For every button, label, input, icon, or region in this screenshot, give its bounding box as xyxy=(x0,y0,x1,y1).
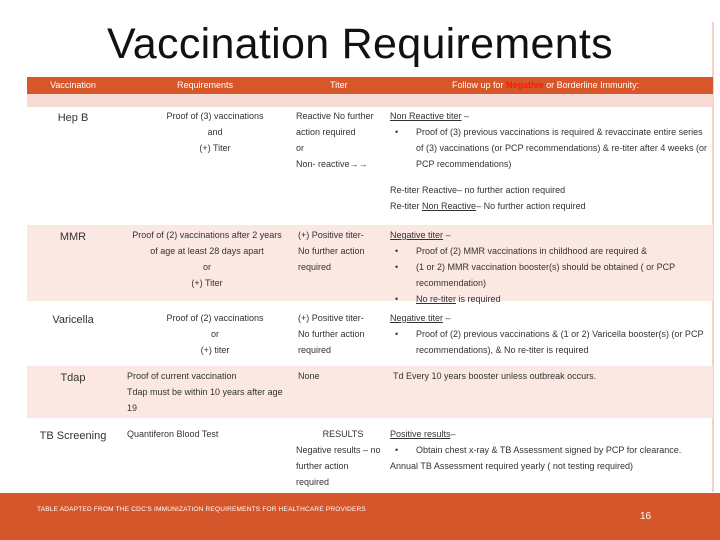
page-title: Vaccination Requirements xyxy=(107,20,613,68)
table-row-hepb xyxy=(27,108,713,213)
table-row-varicella xyxy=(27,310,713,365)
vaccine-name: TB Screening xyxy=(39,430,107,442)
followup-bullet: • Proof of (2) MMR vaccinations in childhood are required & xyxy=(390,243,708,259)
header-stripe xyxy=(27,94,713,107)
vaccine-name: Hep B xyxy=(57,112,89,124)
vaccine-name: Tdap xyxy=(60,372,86,384)
header-requirements: Requirements xyxy=(177,80,234,90)
titer-cell: Reactive No further action required or Non- reactive→→ xyxy=(296,111,374,169)
header-titer: Titer xyxy=(330,80,348,90)
requirements-cell: Quantiferon Blood Test xyxy=(127,429,219,439)
titer-cell: None xyxy=(298,371,320,381)
table-header xyxy=(27,77,713,94)
followup-cell: Non Reactive titer – • Proof of (3) previous vaccinations is required & revaccinate entire series of (3) vaccinations (or PCP recommendations) & re-titer after 4 weeks (or PCP recommendations) xyxy=(390,108,708,172)
requirements-cell: Proof of current vaccination Tdap must be within 10 years after age 19 xyxy=(127,371,283,413)
table-row-tdap xyxy=(27,366,713,418)
followup-bullet: • Proof of (2) previous vaccinations & (1 or 2) Varicella booster(s) (or PCP recommendations), & No re-titer is required xyxy=(390,326,708,358)
followup-cell: Td Every 10 years booster unless outbreak occurs. xyxy=(393,371,597,381)
vaccine-name: Varicella xyxy=(52,314,94,326)
requirements-cell: Proof of (2) vaccinations after 2 years of age at least 28 days apart or (+) Titer xyxy=(132,230,282,288)
negative-highlight: Negative xyxy=(506,80,544,90)
followup-bullet: • (1 or 2) MMR vaccination booster(s) should be obtained ( or PCP recommendation) xyxy=(390,259,708,291)
page-number: 16 xyxy=(640,511,652,522)
titer-cell: RESULTS Negative results – no further action required xyxy=(296,429,381,487)
followup-cell: Positive results– • Obtain chest x-ray & TB Assessment signed by PCP for clearance. Annual TB Assessment required yearly ( not testing required) xyxy=(390,426,708,474)
followup-bullet: • Proof of (3) previous vaccinations is required & revaccinate entire series of (3) vaccinations (or PCP recommendations) & re-titer after 4 weeks (or PCP recommendations) xyxy=(390,124,708,172)
requirements-cell: Proof of (3) vaccinations and (+) Titer xyxy=(166,111,264,153)
table-row-tb xyxy=(27,424,713,486)
vaccine-name: MMR xyxy=(59,231,87,243)
requirements-cell: Proof of (2) vaccinations or (+) titer xyxy=(166,313,264,355)
followup-bullet: • Obtain chest x-ray & TB Assessment signed by PCP for clearance. xyxy=(390,442,708,458)
header-vaccination: Vaccination xyxy=(50,80,96,90)
footer-bar xyxy=(0,493,720,540)
source-note: TABLE ADAPTED FROM THE CDC'S IMMUNIZATION REQUIREMENTS FOR HEALTHCARE PROVIDERS xyxy=(37,506,366,513)
followup-cell: Negative titer – • Proof of (2) MMR vaccinations in childhood are required & • (1 or 2) MMR vaccination booster(s) should be obtained ( or PCP recommendation) • No re-titer is required xyxy=(390,227,708,307)
vaccination-table xyxy=(27,77,713,487)
followup-bullet: • No re-titer is required xyxy=(390,291,708,307)
titer-cell: (+) Positive titer- No further action required xyxy=(298,313,365,355)
retiter-notes: Re-titer Reactive– no further action required Re-titer Non Reactive– No further action required xyxy=(390,185,586,211)
header-followup: Follow up for Negative or Borderline Immunity: xyxy=(452,80,640,90)
followup-cell: Negative titer – • Proof of (2) previous vaccinations & (1 or 2) Varicella booster(s) (or PCP recommendations), & No re-titer is required xyxy=(390,310,708,358)
titer-cell: (+) Positive titer- No further action required xyxy=(298,230,365,272)
table-row-mmr xyxy=(27,225,713,304)
